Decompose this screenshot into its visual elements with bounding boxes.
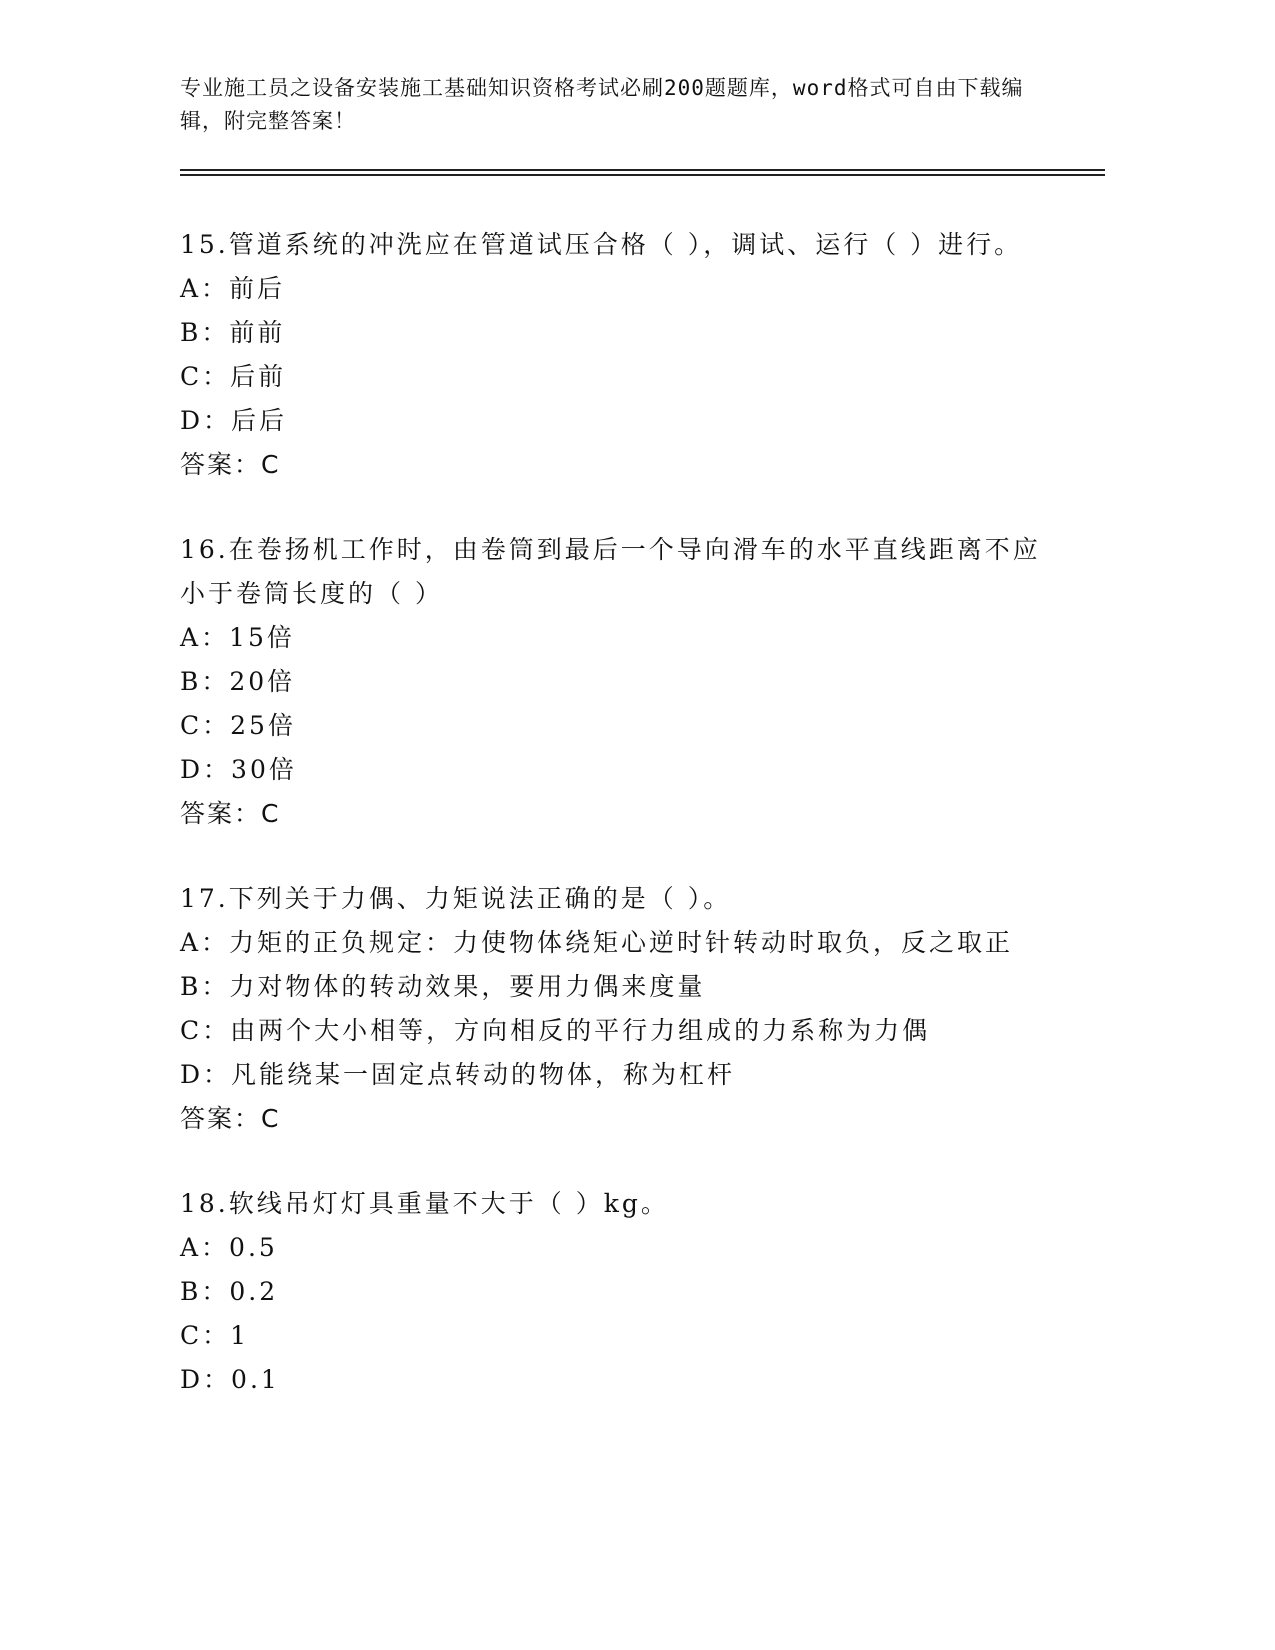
answer-line: 答案：C: [180, 1104, 281, 1133]
option-a: A：15倍: [180, 623, 295, 652]
option-d: D：30倍: [180, 755, 297, 784]
option-b: B：0.2: [180, 1277, 279, 1306]
option-b: B：力对物体的转动效果，要用力偶来度量: [180, 972, 706, 1001]
answer-line: 答案：C: [180, 799, 281, 828]
question-16: [180, 528, 1050, 836]
option-c: C：25倍: [180, 711, 296, 740]
answer-line: 答案：C: [180, 450, 281, 479]
question-stem: 15.管道系统的冲洗应在管道试压合格（ ），调试、运行（ ）进行。: [180, 230, 1023, 259]
option-c: C：由两个大小相等，方向相反的平行力组成的力系称为力偶: [180, 1016, 931, 1045]
option-a: A：力矩的正负规定：力使物体绕矩心逆时针转动时取负，反之取正: [180, 928, 1014, 957]
question-stem: 17.下列关于力偶、力矩说法正确的是（ ）。: [180, 884, 732, 913]
header-divider-top: [180, 169, 1105, 171]
option-c: C：1: [180, 1321, 250, 1350]
option-d: D：凡能绕某一固定点转动的物体，称为杠杆: [180, 1060, 736, 1089]
option-a: A：前后: [180, 274, 286, 303]
option-a: A：0.5: [180, 1233, 278, 1262]
question-15: [180, 223, 1050, 487]
question-18: [180, 1182, 1050, 1402]
option-d: D：后后: [180, 406, 288, 435]
option-b: B：前前: [180, 318, 286, 347]
option-d: D：0.1: [180, 1365, 280, 1394]
question-stem: 18.软线吊灯灯具重量不大于（ ）kg。: [180, 1189, 669, 1218]
header-divider-bottom: [180, 174, 1105, 176]
option-b: B：20倍: [180, 667, 296, 696]
question-stem: 16.在卷扬机工作时，由卷筒到最后一个导向滑车的水平直线距离不应小于卷筒长度的（ ）: [180, 535, 1041, 608]
option-c: C：后前: [180, 362, 287, 391]
document-intro: 专业施工员之设备安装施工基础知识资格考试必刷200题题库，word格式可自由下载编辑，附完整答案！: [180, 76, 1024, 133]
question-17: [180, 877, 1050, 1141]
